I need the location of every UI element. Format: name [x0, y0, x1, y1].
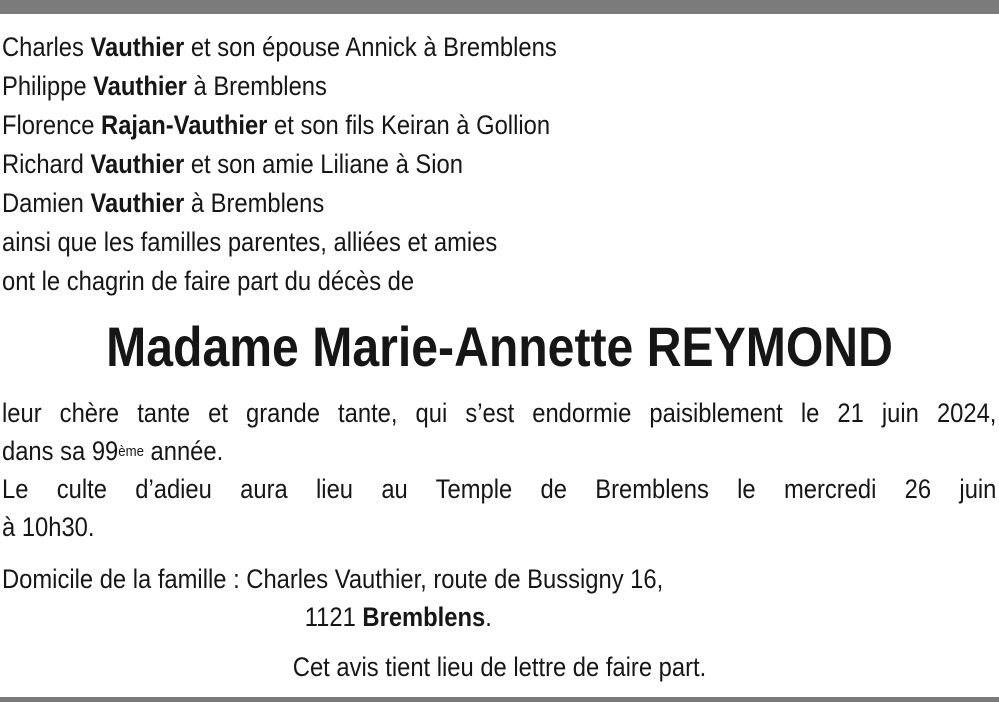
- first-name: Philippe: [2, 71, 94, 101]
- closing-notice: Cet avis tient lieu de lettre de faire part.: [292, 652, 707, 682]
- intro-line-announcement: ont le chagrin de faire part du décès de: [2, 266, 415, 296]
- domicile-address-line1: Charles Vauthier, route de Bussigny 16,: [246, 564, 664, 594]
- ordinal-suffix: ème: [118, 443, 144, 460]
- first-name: Damien: [2, 188, 91, 218]
- body-line-ceremony: Le culte d’adieu aura lieu au Temple de Bremblens le mercredi 26 juin: [2, 474, 997, 504]
- top-border-rule: [0, 0, 999, 14]
- surname: Rajan-Vauthier: [101, 110, 268, 140]
- family-list: [2, 28, 557, 301]
- age-text: dans sa 99: [2, 436, 119, 466]
- relation-text: à Bremblens: [184, 188, 325, 218]
- body-line-tribute: leur chère tante et grande tante, qui s’est endormie paisiblement le 21 juin 2024,: [2, 398, 997, 428]
- age-suffix-text: année.: [143, 436, 224, 466]
- relation-text: et son épouse Annick à Bremblens: [184, 32, 557, 62]
- family-line-philippe: [2, 67, 557, 106]
- relation-text: et son fils Keiran à Gollion: [267, 110, 551, 140]
- relation-text: et son amie Liliane à Sion: [184, 149, 463, 179]
- surname: Vauthier: [90, 149, 185, 179]
- first-name: Florence: [2, 110, 102, 140]
- domicile-address-line2: [2, 598, 663, 636]
- first-name: Richard: [2, 149, 91, 179]
- announcement-body: [2, 394, 996, 546]
- surname: Vauthier: [90, 32, 185, 62]
- surname: Vauthier: [93, 71, 187, 101]
- bottom-border-rule: [0, 697, 999, 702]
- town-suffix: .: [485, 602, 492, 632]
- domicile-label: Domicile de la famille :: [2, 564, 247, 594]
- family-domicile: [2, 560, 663, 636]
- deceased-name: Madame Marie-Annette REYMOND: [106, 315, 893, 378]
- family-line-charles: [2, 28, 557, 67]
- town: Bremblens: [362, 602, 486, 632]
- surname: Vauthier: [90, 188, 185, 218]
- first-name: Charles: [2, 32, 91, 62]
- postcode: 1121: [304, 602, 363, 632]
- body-line-time: à 10h30.: [2, 512, 95, 542]
- intro-line-families: ainsi que les familles parentes, alliées et amies: [2, 227, 498, 257]
- body-line-age: [2, 432, 996, 470]
- family-line-florence: [2, 106, 557, 145]
- family-line-richard: [2, 145, 557, 184]
- relation-text: à Bremblens: [186, 71, 327, 101]
- family-line-damien: [2, 184, 557, 223]
